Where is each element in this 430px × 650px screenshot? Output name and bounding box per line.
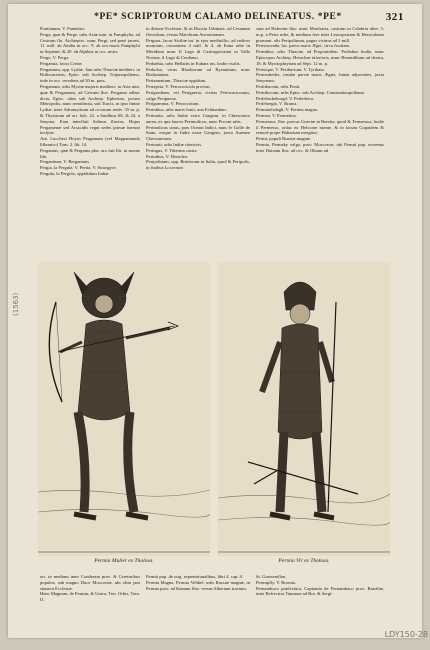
engraving-caption-left: Permia Mulier ex Tholosa. [94,558,154,564]
dictionary-entry: Perge, V. Perga. [40,54,70,60]
dictionary-entry: Peringus, V. Tiberina castra. [146,147,198,153]
dictionary-entry: Perholsa, vicus Rhodiorum ad Byzantium, nunc Rodasiatum. [146,66,250,78]
engraving-man [218,262,390,556]
dictionary-entry: Periapeta, V. Petrocoricula provinc. [146,83,212,89]
book-page [8,4,422,638]
dictionary-entry: Pergula, la Pergola, oppidulum Italiæ [40,170,109,176]
dictionary-entry: Pergamia, locus Cretæ. [40,60,83,66]
dictionary-entry: Permessus, fluv. parvus Græciæ in Bœotia, quod & Termessus, hodie il Permesso, oritur ex Helicone monte, & in lacum Copaidem & remotè prope Haliartum mergitur. [256,118,384,136]
dictionary-entry: Peristacenda, lac. parva maris Ægei, circa Jocalam. [256,43,351,49]
dictionary-entry: Ant. Lucchesi Hoyos Pergamum (vel Mappamundo lifbonico) Tom. 2. lib. 14. [40,136,140,147]
dictionary-entry: Permipfly, V. Bromia. [256,579,297,585]
dictionary-entry: Permi, populi Russiæ magnæ. [256,136,312,142]
pencil-annotation-catalog: LDY150-28 [384,630,428,639]
dictionary-entry: Pergia, la Pergula. V. Pertia, V. Strongyre. [40,165,117,171]
dictionary-entry: Hanc Magnam, de Permia, & Unica, Terr. Orbis, Tom. II. [40,591,140,603]
text-column-middle-bottom [146,574,250,622]
dictionary-entry: in ditione Ecclesiæ, & in Ducatu Urbinate, ad Cesanum fluviolum, versus Marchiam Anconitanam. [146,26,250,37]
dictionary-entry: Permia, Permsky valgo, prov. Moscoviæ, ubi Permii pop. extremis inter Duinam fluv. ad occ. & Obium ad [256,141,384,153]
dictionary-entry: Perhæbia, urbs Helladis in Eubœa ins. hodie exolis. [146,60,241,66]
dictionary-entry: Pernambuco præfectura, Capitania de Pernambuco prov. Brasiliæ, inter Refrectras Taumare ad Bor. & Sergi- [256,585,384,597]
dictionary-entry: sum ad Halecem fluv. nunc Monlsaria, castrum in Calabria ulter. 3. m.p. a Petra urbe, & medium fere inter Leucopetram & Heraculeum promont. alis Peripolinum, pagus vicinus ad 3 mill. [256,26,384,43]
dictionary-entry: Perlebacheborgd. V. Perlerbera. [256,95,315,101]
dictionary-entry: Pontianum. V. Pantalaer. [40,26,86,31]
dictionary-entry: Permatolsdegh, V. Permia magna. [256,107,319,113]
page-title: *PE* SCRIPTORUM CALAMO DELINEATUS. *PE* [94,12,342,22]
dictionary-entry: Pertroshedes, insulæ parvæ maris Ægæi, Juniæ adjacentes, juxta Smyrnam. [256,72,384,84]
dictionary-entry: Perttibacum, urbs Ponti. [256,83,301,89]
text-column-middle [146,26,250,258]
engraving-archer [38,262,210,556]
dictionary-entry: Permii pop. de orig. septentrionalibus, libri 4. cap. 8. [146,574,243,579]
dictionary-entry: Perga, quæ & Perge, urbs Asiæ min. in Pamphylia, ad Cestrum flu. Archiepisc. nunc Pergi, sed penè jacent, 11. mill. ab Attalia in occ. 9. ab ora maris Pamphylii in Septentr. & 20. ab Alpibus in occ. æstiv. [40,31,140,55]
text-column-left [40,26,140,258]
page-number: 321 [385,11,404,23]
text-column-right-bottom [256,574,384,622]
dictionary-entry: ort. in medium inter Conderam prov. & Ceretrnibus populos, sub magno Duce Moscoviæ, ubi olim jam sinnacu Ecclesiæ. [40,574,140,591]
dictionary-entry: Perlebergia. V. Brunsi. [256,101,298,107]
dictionary-entry: Pergamus, quæ & Pergama plur. arx fuit Ilii, in monte Ida. [40,147,140,159]
dictionary-entry: Peripolinum, opp. Brutiorum in Italia, quod & Peripolis, in finibus Locrorum [146,159,250,171]
dictionary-entry: Perigordium, vel Perigueria, civitas Petrocoricorum, valgo Perigueux. [146,89,250,101]
pencil-annotation-margin: (1563) [12,292,20,316]
dictionary-entry: Pergamum, urbs Mysiæ majoris mediterr. in Asia min. quæ & Pergamum, ad Caicum fluv. Pergamo adhuc dicta, Episc. olim sub Archiep. Ephesino, postea Metropolis, nunc semidiruta, sub Turcis, in ipso limite Lydiæ, inter Adramyttium ad occasum æstiv. 35 m. p. & Thyatiram ad ort. hyb. 22. a Sardibus 66. & 24. a Smyrna. Eam interfluit Selinus fluvius. Hujus Pergamenæ sed Arsacidis regni sedes primæ fuerunt inclytæ. [40,83,140,136]
dictionary-entry: Pergamum, opp. Lydiæ. Jam urbs Thraciæ mediterr. in Brilissarensis, Episc. sub Archiep. Trajanopolitano, inde in occ. recedens ad 30 m. pass. [40,66,140,84]
dictionary-entry: St. Grasserellon. [256,574,287,579]
text-column-right [256,26,384,258]
running-head [38,11,404,26]
dictionary-entry: Perigramma, V. Petrocorium. [146,101,200,107]
dictionary-entry: Pertsique, V. Peribacium. V. Tyribata. [256,66,325,72]
dictionary-entry: Periamentum, Thraciæ oppidum. [146,78,207,84]
engraving-caption-right: Permia Vir ex Tholosa. [278,558,330,564]
dictionary-entry: Pergantium, V. Bergamum. [40,159,90,165]
dictionary-entry: Perinarii, urbs Indiæ citerioris. [146,141,203,147]
dictionary-entry: Perttibocum, urbs Episc. sub Archiep. Constantinopolitana. [256,89,365,95]
dictionary-entry: Perimulicus sinus, pars Oceani Indici, nunc le Golfe de Siam, eisque in India extra Gangem, juxta Auream Chersonesum. [146,124,250,142]
dictionary-entry: Permea, V. Permetiua. [256,112,297,118]
dictionary-entry: Perinthus, urbs Thraciæ, ad Propontidem. Perlisbus hodie, nunc Episcopos Archiep. Heracleæ inferioris, nunc Heramlibum ad dextra, 18. & Myrtiophrytum ad Sept. 12 m. p. [256,49,384,66]
text-column-left-bottom [40,574,140,622]
dictionary-entry: Perinthus, V. Heraclea. [146,153,189,159]
dictionary-entry: Pergusa, lacus Siciliæ int. in ejus meditullio, ad radices montium, circumtem 4 mill. & 4. ab Enna urbe in Meridiem nunc Il Lago di Castrogiovanni in Valle Noxina, il Lago di Cerdiano. [146,37,250,60]
dictionary-entry: Permia Magna, Permia Velikel, urbs Russiæ magnæ, in Permia prov. ad Kamam fluv. versus Siberiam tractum. [146,579,250,591]
dictionary-entry: Perimula, urbs Indiæ extra Gangem, in Chersoneso aurea, ex qua fauces Perimulicus, nunc Poconi urbs. [146,112,250,124]
dictionary-entry: Perinthus, urbs maris Ionii, una Echinadum. [146,107,227,113]
